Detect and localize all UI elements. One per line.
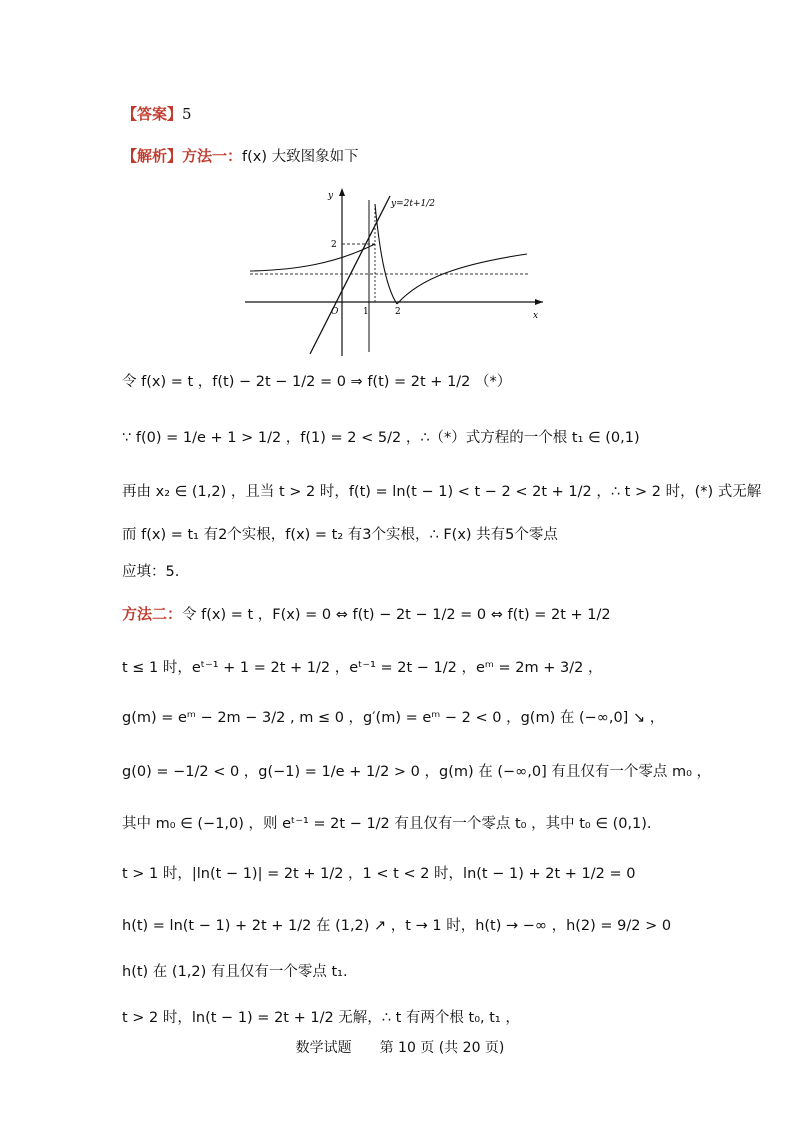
method1-text: f(x) 大致图象如下	[242, 149, 359, 165]
method2-line-2: g(m) = eᵐ − 2m − 3/2 , m ≤ 0 ，g′(m) = eᵐ − 2 < 0 ，g(m) 在 (−∞,0] ↘ ，	[122, 710, 665, 726]
function-graph	[245, 186, 545, 356]
curve-left-branch	[250, 244, 375, 271]
method2-line	[122, 604, 611, 625]
x-axis-arrow	[535, 299, 543, 305]
answer-value: 5	[182, 105, 192, 123]
method1-line-4: 而 f(x) = t₁ 有2个实根，f(x) = t₂ 有3个实根，∴ F(x) 共有5个零点	[122, 527, 558, 543]
method1-line-2: ∵ f(0) = 1/e + 1 > 1/2 ，f(1) = 2 < 5/2 ，∴（*）式方程的一个根 t₁ ∈ (0,1)	[122, 430, 640, 446]
y-axis-label: y	[328, 191, 334, 201]
method1-line-1: 令 f(x) = t ，f(t) − 2t − 1/2 = 0 ⇒ f(t) = 2t + 1/2 （*）	[122, 374, 512, 390]
answer-tag: 【答案】	[122, 105, 183, 123]
method2-line-4: 其中 m₀ ∈ (−1,0) ，则 eᵗ⁻¹ = 2t − 1/2 有且仅有一个零点 t₀ ，其中 t₀ ∈ (0,1).	[122, 816, 652, 832]
tick-x2: 2	[395, 307, 401, 317]
method2-text: 令 f(x) = t ，F(x) = 0 ⇔ f(t) − 2t − 1/2 = 0 ⇔ f(t) = 2t + 1/2	[182, 607, 611, 623]
method1-line-5: 应填：5.	[122, 564, 180, 580]
method2-line-6: h(t) = ln(t − 1) + 2t + 1/2 在 (1,2) ↗ ，t → 1 时，h(t) → −∞ ，h(2) = 9/2 > 0	[122, 918, 672, 934]
y-axis-arrow	[339, 188, 345, 196]
tick-y2: 2	[331, 240, 337, 250]
method1-label: 方法一：	[182, 147, 243, 165]
method2-line-1: t ≤ 1 时，eᵗ⁻¹ + 1 = 2t + 1/2 ，eᵗ⁻¹ = 2t − 1/2 ，eᵐ = 2m + 3/2 ，	[122, 660, 603, 676]
analysis-tag: 【解析】	[122, 147, 183, 165]
method2-line-7: h(t) 在 (1,2) 有且仅有一个零点 t₁.	[122, 964, 348, 980]
method1-line-3: 再由 x₂ ∈ (1,2) ，且当 t > 2 时，f(t) = ln(t − 1) < t − 2 < 2t + 1/2 ，∴ t > 2 时，(*) 式无解	[122, 484, 762, 500]
method2-label: 方法二：	[122, 605, 183, 623]
line-y-2t-half	[310, 196, 390, 354]
method2-line-5: t > 1 时，|ln(t − 1)| = 2t + 1/2 ，1 < t < 2 时，ln(t − 1) + 2t + 1/2 = 0	[122, 866, 636, 882]
curve-right-ascending	[397, 254, 527, 304]
analysis-line	[122, 146, 359, 167]
method2-line-3: g(0) = −1/2 < 0 ，g(−1) = 1/e + 1/2 > 0 ，g(m) 在 (−∞,0] 有且仅有一个零点 m₀ ，	[122, 764, 711, 780]
answer-line	[122, 104, 192, 124]
x-axis-label: x	[533, 311, 539, 321]
origin-label: O	[331, 307, 339, 317]
tick-x1: 1	[363, 307, 369, 317]
method2-line-8: t > 2 时，ln(t − 1) = 2t + 1/2 无解，∴ t 有两个根 t₀, t₁ ，	[122, 1010, 520, 1026]
page-footer: 数学试题 第 10 页 (共 20 页)	[295, 1040, 505, 1056]
line-label: y=2t+1/2	[391, 199, 435, 209]
